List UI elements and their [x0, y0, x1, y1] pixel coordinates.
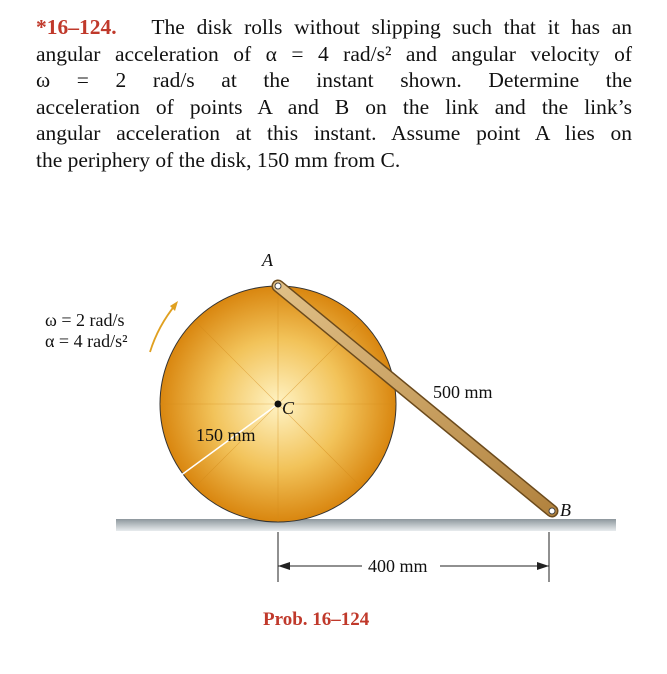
ground-surface	[116, 519, 616, 531]
dim-arrowhead-right	[537, 562, 549, 570]
pin-b	[549, 508, 555, 514]
problem-line-6: the periphery of the disk, 150 mm from C.	[36, 147, 401, 172]
label-point-b: B	[560, 500, 571, 520]
label-point-a: A	[262, 250, 273, 270]
label-omega: ω = 2 rad/s	[45, 310, 125, 330]
problem-line-5: angular acceleration at this instant. Assume point A lies on	[36, 121, 632, 145]
label-span: 400 mm	[368, 556, 428, 576]
label-radius: 150 mm	[196, 425, 256, 445]
problem-number: *16–124.	[36, 15, 117, 39]
pin-a	[275, 283, 281, 289]
problem-line-4: acceleration of points A and B on the link and the link’s	[36, 94, 632, 119]
label-alpha: α = 4 rad/s²	[45, 331, 128, 351]
problem-line-3: ω = 2 rad/s at the instant shown. Determine the	[36, 68, 632, 92]
problem-line-2: angular acceleration of α = 4 rad/s² and angular velocity of	[36, 41, 632, 66]
figure-caption: Prob. 16–124	[263, 609, 370, 630]
label-point-c: C	[282, 398, 295, 418]
dim-arrowhead-left	[278, 562, 290, 570]
rotation-arrow	[150, 304, 176, 352]
center-point-c	[275, 401, 282, 408]
problem-text-line-1: The disk rolls without slipping such that it has an	[151, 15, 632, 39]
label-link-length: 500 mm	[433, 382, 493, 402]
